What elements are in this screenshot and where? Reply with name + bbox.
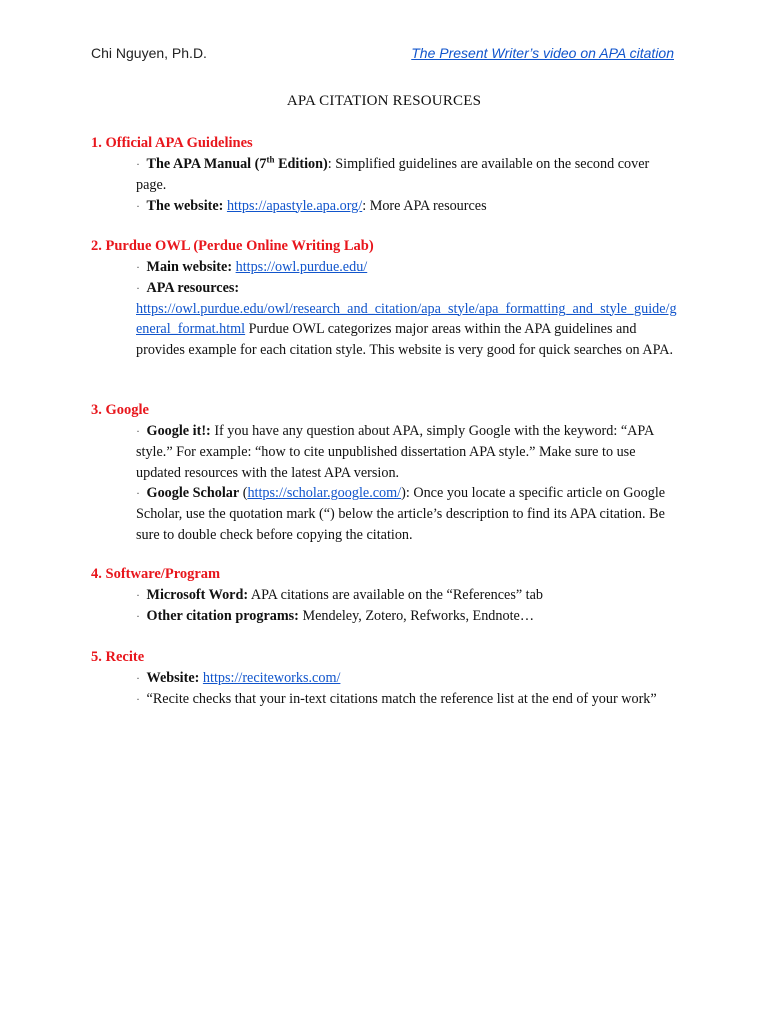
bullet: ·	[136, 671, 140, 685]
section-recite	[91, 647, 681, 710]
bullet: ·	[136, 486, 140, 501]
bullet: ·	[136, 280, 140, 295]
item-text: If you have any question about APA, simply Google with the keyword: “APA style.” For example: “how to cite unpublished dissertation APA style.” Make sure to use updated resources with the latest APA version.	[136, 423, 654, 481]
page-title: APA CITATION RESOURCES	[286, 93, 482, 109]
list-item: · The APA Manual (7th Edition): Simplified guidelines are available on the second cover page.	[136, 154, 650, 193]
section-heading: 1. Official APA Guidelines	[91, 135, 253, 151]
bullet: ·	[136, 424, 140, 438]
section-official-apa	[91, 133, 681, 216]
list-item: · Google Scholar (https://scholar.google.com/): Once you locate a specific article on Google Scholar, use the quotation mark (“) below the article’s description to find its APA citation. Be sure to double check before copying the citation.	[136, 485, 666, 543]
video-citation-link[interactable]: The Present Writer’s video on APA citation	[411, 45, 674, 61]
item-label: The APA Manual (7th Edition)	[146, 154, 328, 172]
item-label: Main website:	[146, 259, 233, 275]
bullet: ·	[136, 198, 140, 213]
item-label: APA resources:	[146, 279, 240, 296]
list-item	[136, 689, 681, 710]
item-text: ): Once you locate a specific article on Google Scholar, use the quotation mark (“) below the article’s description to find its APA citation. Be sure to double check before copying the citation.	[136, 485, 666, 543]
list-item	[136, 585, 681, 606]
item-text: : More APA resources	[362, 197, 487, 214]
section-google	[91, 400, 681, 546]
author-name: Chi Nguyen, Ph.D.	[91, 45, 207, 61]
item-text: Mendeley, Zotero, Refworks, Endnote…	[298, 607, 535, 624]
item-label: Google it!:	[146, 423, 211, 439]
item-label: Google Scholar	[146, 485, 240, 502]
bullet: ·	[136, 588, 140, 602]
section-heading: 3. Google	[91, 402, 149, 418]
list-item	[136, 257, 681, 278]
bullet: ·	[136, 260, 140, 274]
section-heading: 5. Recite	[91, 649, 145, 665]
google-scholar-link[interactable]: https://scholar.google.com/	[247, 485, 402, 502]
apa-formatting-guide-link[interactable]: https://owl.purdue.edu/owl/research_and_citation/apa_style/apa_formatting_and_style_guide/general_format.html	[136, 300, 677, 338]
item-label: Microsoft Word:	[146, 587, 249, 603]
list-item	[136, 278, 681, 361]
section-purdue-owl	[91, 236, 681, 361]
item-label: Website:	[146, 670, 200, 686]
list-item	[136, 196, 681, 217]
reciteworks-link[interactable]: https://reciteworks.com/	[202, 670, 341, 686]
list-item	[136, 668, 681, 689]
item-text: APA citations are available on the “References” tab	[248, 587, 544, 603]
bullet: ·	[136, 691, 140, 706]
item-label: The website:	[146, 197, 224, 214]
list-item	[136, 421, 681, 483]
bullet: ·	[136, 157, 140, 171]
item-label: Other citation programs:	[146, 607, 299, 624]
section-heading: 2. Purdue OWL (Perdue Online Writing Lab)	[91, 238, 374, 254]
item-text: Purdue OWL categorizes major areas within the APA guidelines and provides example for each citation style. This website is very good for quick searches on APA.	[136, 321, 674, 359]
apastyle-link[interactable]: https://apastyle.apa.org/	[226, 197, 363, 214]
section-heading: 4. Software/Program	[91, 566, 221, 582]
list-item	[136, 606, 681, 627]
purdue-owl-link[interactable]: https://owl.purdue.edu/	[235, 259, 368, 275]
item-text: “Recite checks that your in-text citations match the reference list at the end of your work”	[143, 690, 657, 707]
bullet: ·	[136, 608, 140, 623]
section-software	[91, 564, 681, 627]
item-text: Simplified guidelines are available on the second cover page.	[136, 156, 650, 193]
